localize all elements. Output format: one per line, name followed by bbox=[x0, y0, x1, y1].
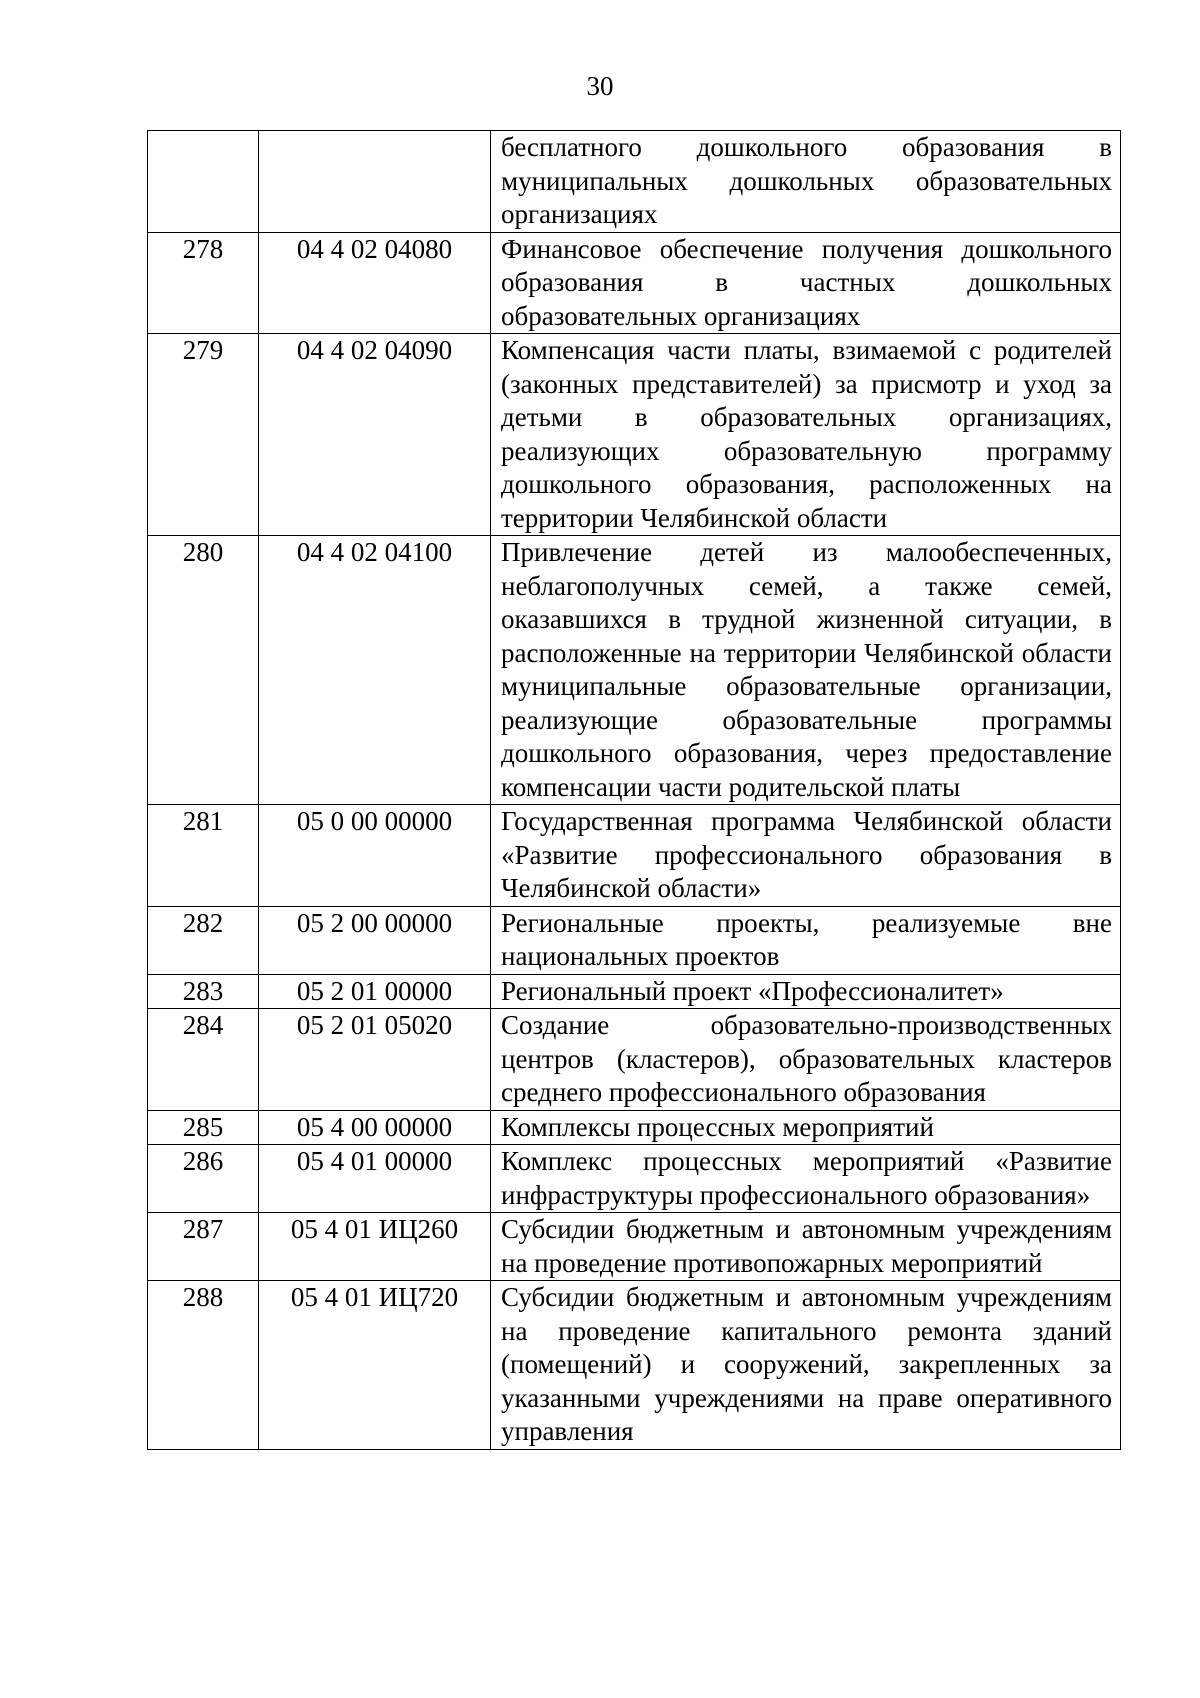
row-number: 278 bbox=[148, 232, 259, 334]
table-row bbox=[148, 906, 1121, 974]
classification-code: 05 2 01 00000 bbox=[259, 974, 491, 1009]
description: Комплекс процессных мероприятий «Развитие инфраструктуры профессионального образования» bbox=[491, 1145, 1121, 1213]
classification-code: 05 4 00 00000 bbox=[259, 1110, 491, 1145]
row-number: 281 bbox=[148, 805, 259, 907]
budget-codes-table bbox=[147, 130, 1121, 1450]
page-number: 30 bbox=[586, 71, 614, 101]
row-number: 283 bbox=[148, 974, 259, 1009]
description: Привлечение детей из малообеспеченных, неблагополучных семей, а также семей, оказавшихся в трудной жизненной ситуации, в расположенные на территории Челябинской области муниципальные образовательные организации, реализующие образовательные программы дошкольного образования, через предоставление компенсации части родительской платы bbox=[491, 536, 1121, 805]
table-row bbox=[148, 232, 1121, 334]
classification-code: 05 2 00 00000 bbox=[259, 906, 491, 974]
row-number: 284 bbox=[148, 1009, 259, 1111]
description: Региональный проект «Профессионалитет» bbox=[491, 974, 1121, 1009]
row-number: 279 bbox=[148, 334, 259, 536]
row-number: 288 bbox=[148, 1281, 259, 1450]
description: Финансовое обеспечение получения дошкольного образования в частных дошкольных образовательных организациях bbox=[491, 232, 1121, 334]
description: Создание образовательно-производственных центров (кластеров), образовательных кластеров среднего профессионального образования bbox=[491, 1009, 1121, 1111]
description: Компенсация части платы, взимаемой с родителей (законных представителей) за присмотр и уход за детьми в образовательных организациях, реализующих образовательную программу дошкольного образования, расположенных на территории Челябинской области bbox=[491, 334, 1121, 536]
classification-code: 05 2 01 05020 bbox=[259, 1009, 491, 1111]
description: Субсидии бюджетным и автономным учреждениям на проведение противопожарных мероприятий bbox=[491, 1213, 1121, 1281]
table-row bbox=[148, 805, 1121, 907]
table-row bbox=[148, 1213, 1121, 1281]
row-number bbox=[148, 131, 259, 233]
table-row bbox=[148, 1281, 1121, 1450]
description: Региональные проекты, реализуемые вне национальных проектов bbox=[491, 906, 1121, 974]
table-row bbox=[148, 974, 1121, 1009]
row-number: 287 bbox=[148, 1213, 259, 1281]
row-number: 280 bbox=[148, 536, 259, 805]
row-number: 286 bbox=[148, 1145, 259, 1213]
table-row bbox=[148, 1145, 1121, 1213]
description: Субсидии бюджетным и автономным учреждениям на проведение капитального ремонта зданий (помещений) и сооружений, закрепленных за указанными учреждениями на праве оперативного управления bbox=[491, 1281, 1121, 1450]
classification-code: 05 0 00 00000 bbox=[259, 805, 491, 907]
classification-code: 05 4 01 00000 bbox=[259, 1145, 491, 1213]
row-number: 282 bbox=[148, 906, 259, 974]
table-row bbox=[148, 1009, 1121, 1111]
classification-code: 05 4 01 ИЦ720 bbox=[259, 1281, 491, 1450]
row-number: 285 bbox=[148, 1110, 259, 1145]
description: Государственная программа Челябинской области «Развитие профессионального образования в Челябинской области» bbox=[491, 805, 1121, 907]
table-row bbox=[148, 334, 1121, 536]
description: Комплексы процессных мероприятий bbox=[491, 1110, 1121, 1145]
classification-code: 04 4 02 04090 bbox=[259, 334, 491, 536]
classification-code: 04 4 02 04080 bbox=[259, 232, 491, 334]
description: бесплатного дошкольного образования в муниципальных дошкольных образовательных организациях bbox=[491, 131, 1121, 233]
classification-code: 04 4 02 04100 bbox=[259, 536, 491, 805]
table-row bbox=[148, 131, 1121, 233]
classification-code: 05 4 01 ИЦ260 bbox=[259, 1213, 491, 1281]
classification-code bbox=[259, 131, 491, 233]
table-row bbox=[148, 1110, 1121, 1145]
table-row bbox=[148, 536, 1121, 805]
